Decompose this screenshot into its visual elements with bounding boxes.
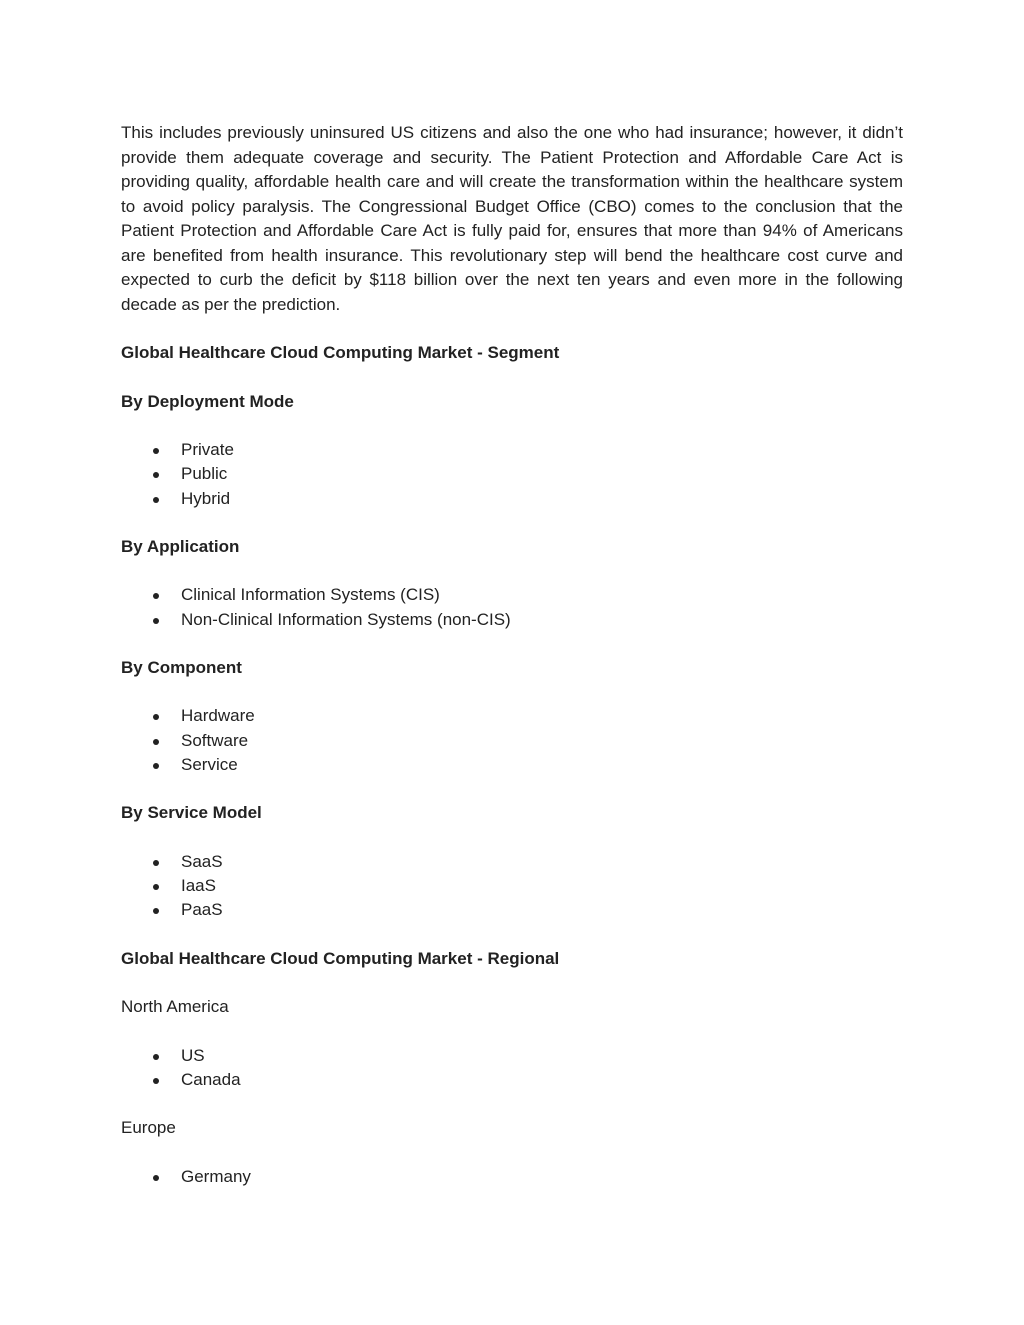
list-item: US (121, 1044, 903, 1068)
bullet-icon (153, 908, 159, 914)
application-heading: By Application (121, 536, 240, 556)
list-item: SaaS (121, 850, 903, 874)
north-america-label: North America (121, 997, 229, 1017)
list-item: Germany (121, 1165, 903, 1189)
north-america-list (121, 1044, 903, 1093)
list-item: Clinical Information Systems (CIS) (121, 583, 903, 607)
bullet-icon (153, 1054, 159, 1060)
list-item: Canada (121, 1068, 903, 1092)
bullet-icon (153, 497, 159, 503)
bullet-icon (153, 593, 159, 599)
segment-heading: Global Healthcare Cloud Computing Market - Segment (121, 343, 560, 362)
deployment-mode-heading: By Deployment Mode (121, 391, 294, 411)
europe-list (121, 1165, 903, 1189)
list-item: PaaS (121, 898, 903, 922)
intro-paragraph: This includes previously uninsured US citizens and also the one who had insurance; however, it didn’t provide them adequate coverage and security. The Patient Protection and Affordable Care Act is providing quality, affordable health care and will create the transformation within the healthcare system to avoid policy paralysis. The Congressional Budget Office (CBO) comes to the conclusion that the Patient Protection and Affordable Care Act is fully paid for, ensures that more than 94% of Americans are benefited from health insurance. This revolutionary step will bend the healthcare cost curve and expected to curb the deficit by $118 billion over the next ten years and even more in the following decade as per the prediction. (121, 123, 903, 314)
component-heading: By Component (121, 657, 242, 677)
bullet-icon (153, 739, 159, 745)
bullet-icon (153, 1078, 159, 1084)
deployment-mode-list (121, 438, 903, 511)
bullet-icon (153, 472, 159, 478)
list-item: Service (121, 753, 903, 777)
bullet-icon (153, 448, 159, 454)
bullet-icon (153, 884, 159, 890)
list-item: Hardware (121, 704, 903, 728)
bullet-icon (153, 618, 159, 624)
list-item: Software (121, 729, 903, 753)
list-item: Private (121, 438, 903, 462)
bullet-icon (153, 763, 159, 769)
bullet-icon (153, 714, 159, 720)
list-item: Public (121, 462, 903, 486)
europe-label: Europe (121, 1118, 176, 1138)
document-page (121, 121, 903, 1189)
bullet-icon (153, 860, 159, 866)
bullet-icon (153, 1175, 159, 1181)
list-item: IaaS (121, 874, 903, 898)
service-model-list (121, 850, 903, 923)
service-model-heading: By Service Model (121, 803, 262, 823)
list-item: Hybrid (121, 487, 903, 511)
component-list (121, 704, 903, 777)
application-list (121, 583, 903, 632)
list-item: Non-Clinical Information Systems (non-CIS) (121, 608, 903, 632)
regional-heading: Global Healthcare Cloud Computing Market - Regional (121, 948, 560, 968)
